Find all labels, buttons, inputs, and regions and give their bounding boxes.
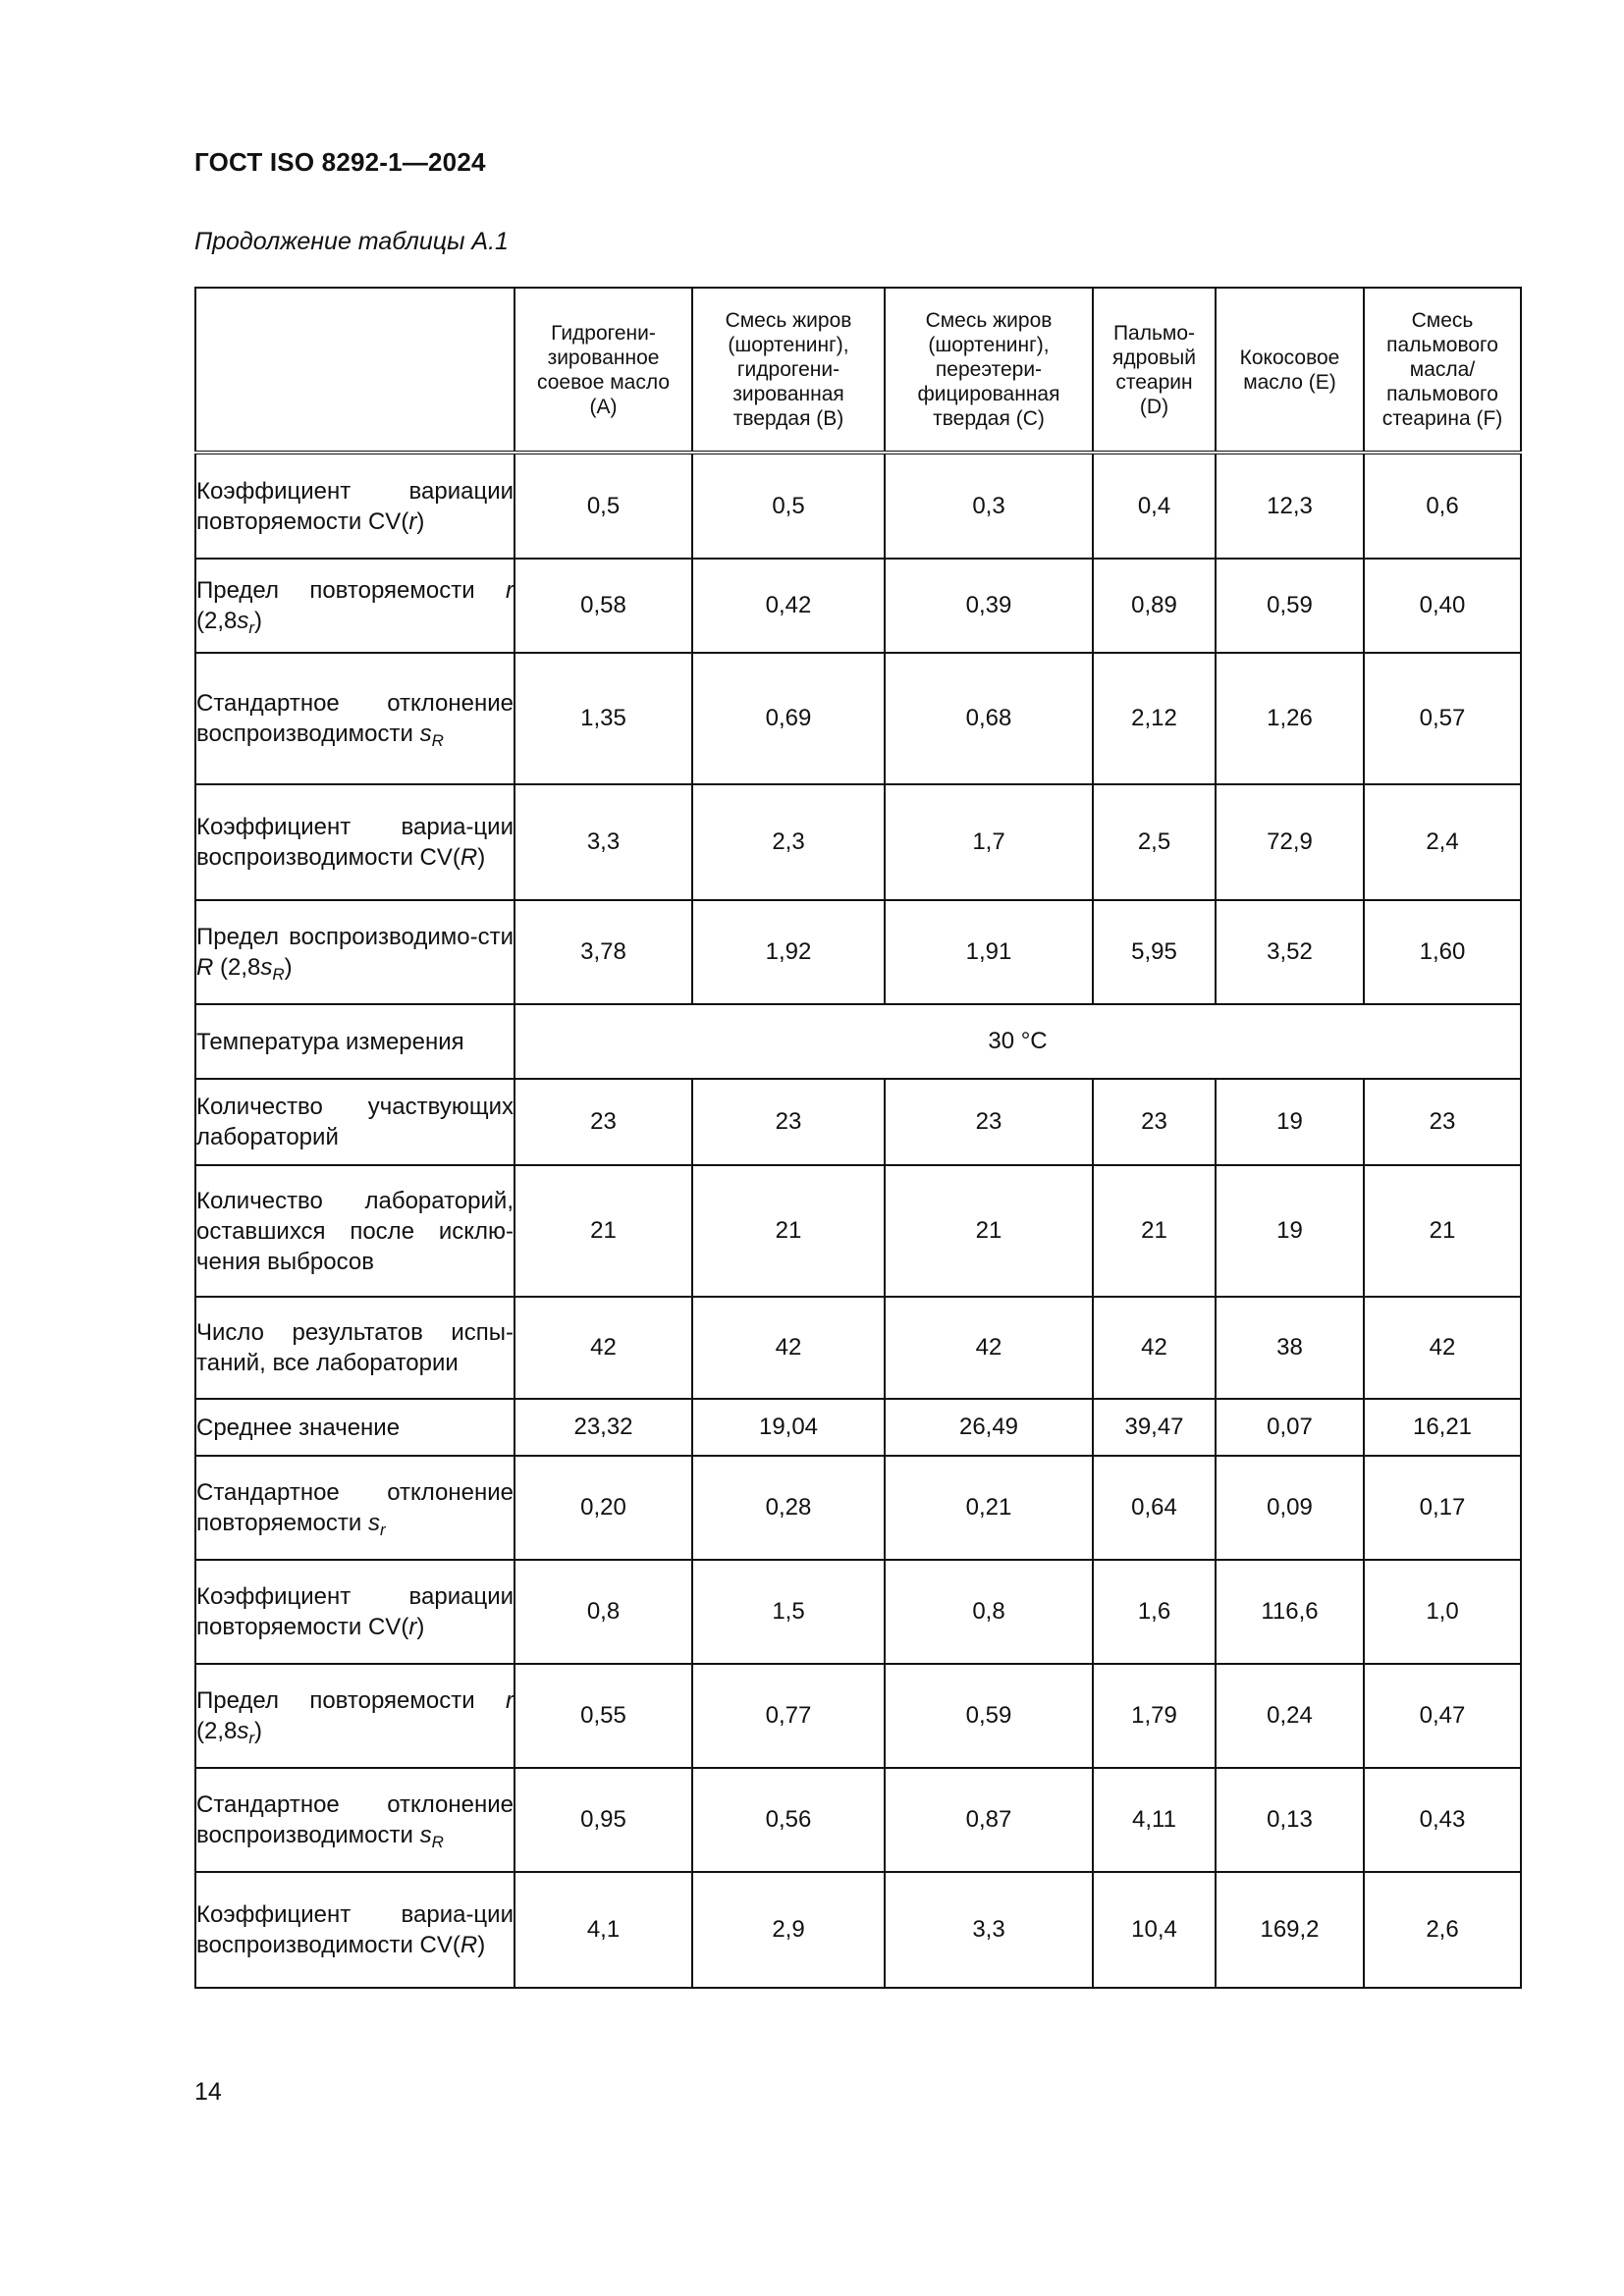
table-cell: 42: [514, 1297, 692, 1399]
corner-header-cell: [195, 288, 514, 453]
table-cell: 0,5: [692, 453, 885, 559]
table-body: [195, 453, 1521, 1988]
table-row: [195, 1004, 1521, 1079]
data-table: [194, 287, 1522, 1989]
table-cell: 21: [1093, 1165, 1216, 1297]
table-cell: 0,20: [514, 1456, 692, 1560]
table-cell: 0,24: [1216, 1664, 1364, 1768]
merged-value-cell: 30 °C: [514, 1004, 1521, 1079]
table-row: [195, 1165, 1521, 1297]
row-label: Коэффициент вариации повторяемости CV(r): [195, 1560, 514, 1664]
table-cell: 0,21: [885, 1456, 1093, 1560]
table-cell: 21: [885, 1165, 1093, 1297]
table-cell: 3,52: [1216, 900, 1364, 1004]
table-cell: 23: [692, 1079, 885, 1165]
table-cell: 0,5: [514, 453, 692, 559]
table-cell: 0,17: [1364, 1456, 1521, 1560]
row-label: Стандартное отклонение воспроизводимости $s_R$: [195, 1768, 514, 1872]
table-row: [195, 1079, 1521, 1165]
column-header: Смесь жиров (шортенинг), переэтери- фицированная твердая (C): [885, 288, 1093, 453]
table-cell: 72,9: [1216, 784, 1364, 900]
table-cell: 0,87: [885, 1768, 1093, 1872]
row-label: Стандартное отклонение воспроизводимости $s_R$: [195, 653, 514, 784]
column-header: Гидрогени- зированное соевое масло (A): [514, 288, 692, 453]
table-cell: 2,5: [1093, 784, 1216, 900]
table-cell: 23: [514, 1079, 692, 1165]
table-cell: 169,2: [1216, 1872, 1364, 1988]
table-row: [195, 1399, 1521, 1456]
table-cell: 38: [1216, 1297, 1364, 1399]
table-cell: 21: [514, 1165, 692, 1297]
table-cell: 10,4: [1093, 1872, 1216, 1988]
table-cell: 3,3: [885, 1872, 1093, 1988]
table-cell: 0,55: [514, 1664, 692, 1768]
table-cell: 0,47: [1364, 1664, 1521, 1768]
table-header-row: [195, 288, 1521, 453]
column-header: Смесь пальмового масла/ пальмового стеарина (F): [1364, 288, 1521, 453]
table-cell: 0,43: [1364, 1768, 1521, 1872]
table-cell: 0,40: [1364, 559, 1521, 653]
table-row: [195, 559, 1521, 653]
table-cell: 0,69: [692, 653, 885, 784]
table-row: [195, 900, 1521, 1004]
table-cell: 42: [692, 1297, 885, 1399]
column-header: Смесь жиров (шортенинг), гидрогени- зированная твердая (B): [692, 288, 885, 453]
table-cell: 0,89: [1093, 559, 1216, 653]
table-cell: 1,35: [514, 653, 692, 784]
table-cell: 1,60: [1364, 900, 1521, 1004]
table-cell: 23,32: [514, 1399, 692, 1456]
row-label: Температура измерения: [195, 1004, 514, 1079]
table-cell: 0,64: [1093, 1456, 1216, 1560]
table-cell: 2,12: [1093, 653, 1216, 784]
document-header: ГОСТ ISO 8292-1—2024: [194, 147, 486, 177]
table-cell: 0,39: [885, 559, 1093, 653]
table-cell: 0,3: [885, 453, 1093, 559]
table-cell: 0,58: [514, 559, 692, 653]
table-cell: 0,28: [692, 1456, 885, 1560]
table-cell: 23: [1364, 1079, 1521, 1165]
table-cell: 19: [1216, 1165, 1364, 1297]
row-label: Стандартное отклонение повторяемости $s_r$: [195, 1456, 514, 1560]
table-cell: 1,26: [1216, 653, 1364, 784]
column-header: Кокосовое масло (E): [1216, 288, 1364, 453]
table-row: [195, 1664, 1521, 1768]
table-cell: 4,1: [514, 1872, 692, 1988]
table-cell: 0,07: [1216, 1399, 1364, 1456]
row-label: Коэффициент вариации повторяемости CV(r): [195, 453, 514, 559]
page-number: 14: [194, 2078, 222, 2106]
table-cell: 26,49: [885, 1399, 1093, 1456]
table-row: [195, 1560, 1521, 1664]
table-cell: 12,3: [1216, 453, 1364, 559]
table-cell: 0,57: [1364, 653, 1521, 784]
table-row: [195, 1768, 1521, 1872]
table-cell: 0,13: [1216, 1768, 1364, 1872]
row-label: Предел воспроизводимо-сти R $(2,8s_R)$: [195, 900, 514, 1004]
table-cell: 0,6: [1364, 453, 1521, 559]
table-cell: 0,42: [692, 559, 885, 653]
table-cell: 1,92: [692, 900, 885, 1004]
table-cell: 0,59: [1216, 559, 1364, 653]
table-cell: 1,79: [1093, 1664, 1216, 1768]
table-cell: 1,0: [1364, 1560, 1521, 1664]
table-row: [195, 1456, 1521, 1560]
table-cell: 0,8: [885, 1560, 1093, 1664]
table-cell: 4,11: [1093, 1768, 1216, 1872]
table-row: [195, 453, 1521, 559]
table-cell: 0,59: [885, 1664, 1093, 1768]
table-cell: 42: [1364, 1297, 1521, 1399]
table-row: [195, 653, 1521, 784]
table-cell: 21: [1364, 1165, 1521, 1297]
row-label: Предел повторяемости r $(2,8s_r)$: [195, 1664, 514, 1768]
column-header: Пальмо- ядровый стеарин (D): [1093, 288, 1216, 453]
table-cell: 116,6: [1216, 1560, 1364, 1664]
table-cell: 0,4: [1093, 453, 1216, 559]
table-cell: 19,04: [692, 1399, 885, 1456]
table-cell: 2,4: [1364, 784, 1521, 900]
table-cell: 2,9: [692, 1872, 885, 1988]
row-label: Количество лабораторий, оставшихся после исклю-чения выбросов: [195, 1165, 514, 1297]
row-label: Количество участвующих лабораторий: [195, 1079, 514, 1165]
table-cell: 42: [1093, 1297, 1216, 1399]
table-cell: 1,7: [885, 784, 1093, 900]
table-caption: Продолжение таблицы А.1: [194, 228, 509, 255]
table-cell: 0,95: [514, 1768, 692, 1872]
row-label: Предел повторяемости r $(2,8s_r)$: [195, 559, 514, 653]
table-row: [195, 1297, 1521, 1399]
table-cell: 19: [1216, 1079, 1364, 1165]
row-label: Среднее значение: [195, 1399, 514, 1456]
table-cell: 16,21: [1364, 1399, 1521, 1456]
table-cell: 39,47: [1093, 1399, 1216, 1456]
table-cell: 3,78: [514, 900, 692, 1004]
table-cell: 2,6: [1364, 1872, 1521, 1988]
table-cell: 1,91: [885, 900, 1093, 1004]
table-cell: 5,95: [1093, 900, 1216, 1004]
row-label: Коэффициент вариа-ции воспроизводимости CV(R): [195, 784, 514, 900]
table-cell: 23: [885, 1079, 1093, 1165]
table-cell: 42: [885, 1297, 1093, 1399]
table-row: [195, 784, 1521, 900]
table-cell: 0,09: [1216, 1456, 1364, 1560]
row-label: Число результатов испы-таний, все лаборатории: [195, 1297, 514, 1399]
table-cell: 1,5: [692, 1560, 885, 1664]
table-row: [195, 1872, 1521, 1988]
row-label: Коэффициент вариа-ции воспроизводимости CV(R): [195, 1872, 514, 1988]
table-cell: 3,3: [514, 784, 692, 900]
table-cell: 1,6: [1093, 1560, 1216, 1664]
table-cell: 0,68: [885, 653, 1093, 784]
table-cell: 0,56: [692, 1768, 885, 1872]
table-cell: 21: [692, 1165, 885, 1297]
table-cell: 0,77: [692, 1664, 885, 1768]
table-cell: 2,3: [692, 784, 885, 900]
table-cell: 0,8: [514, 1560, 692, 1664]
table-cell: 23: [1093, 1079, 1216, 1165]
